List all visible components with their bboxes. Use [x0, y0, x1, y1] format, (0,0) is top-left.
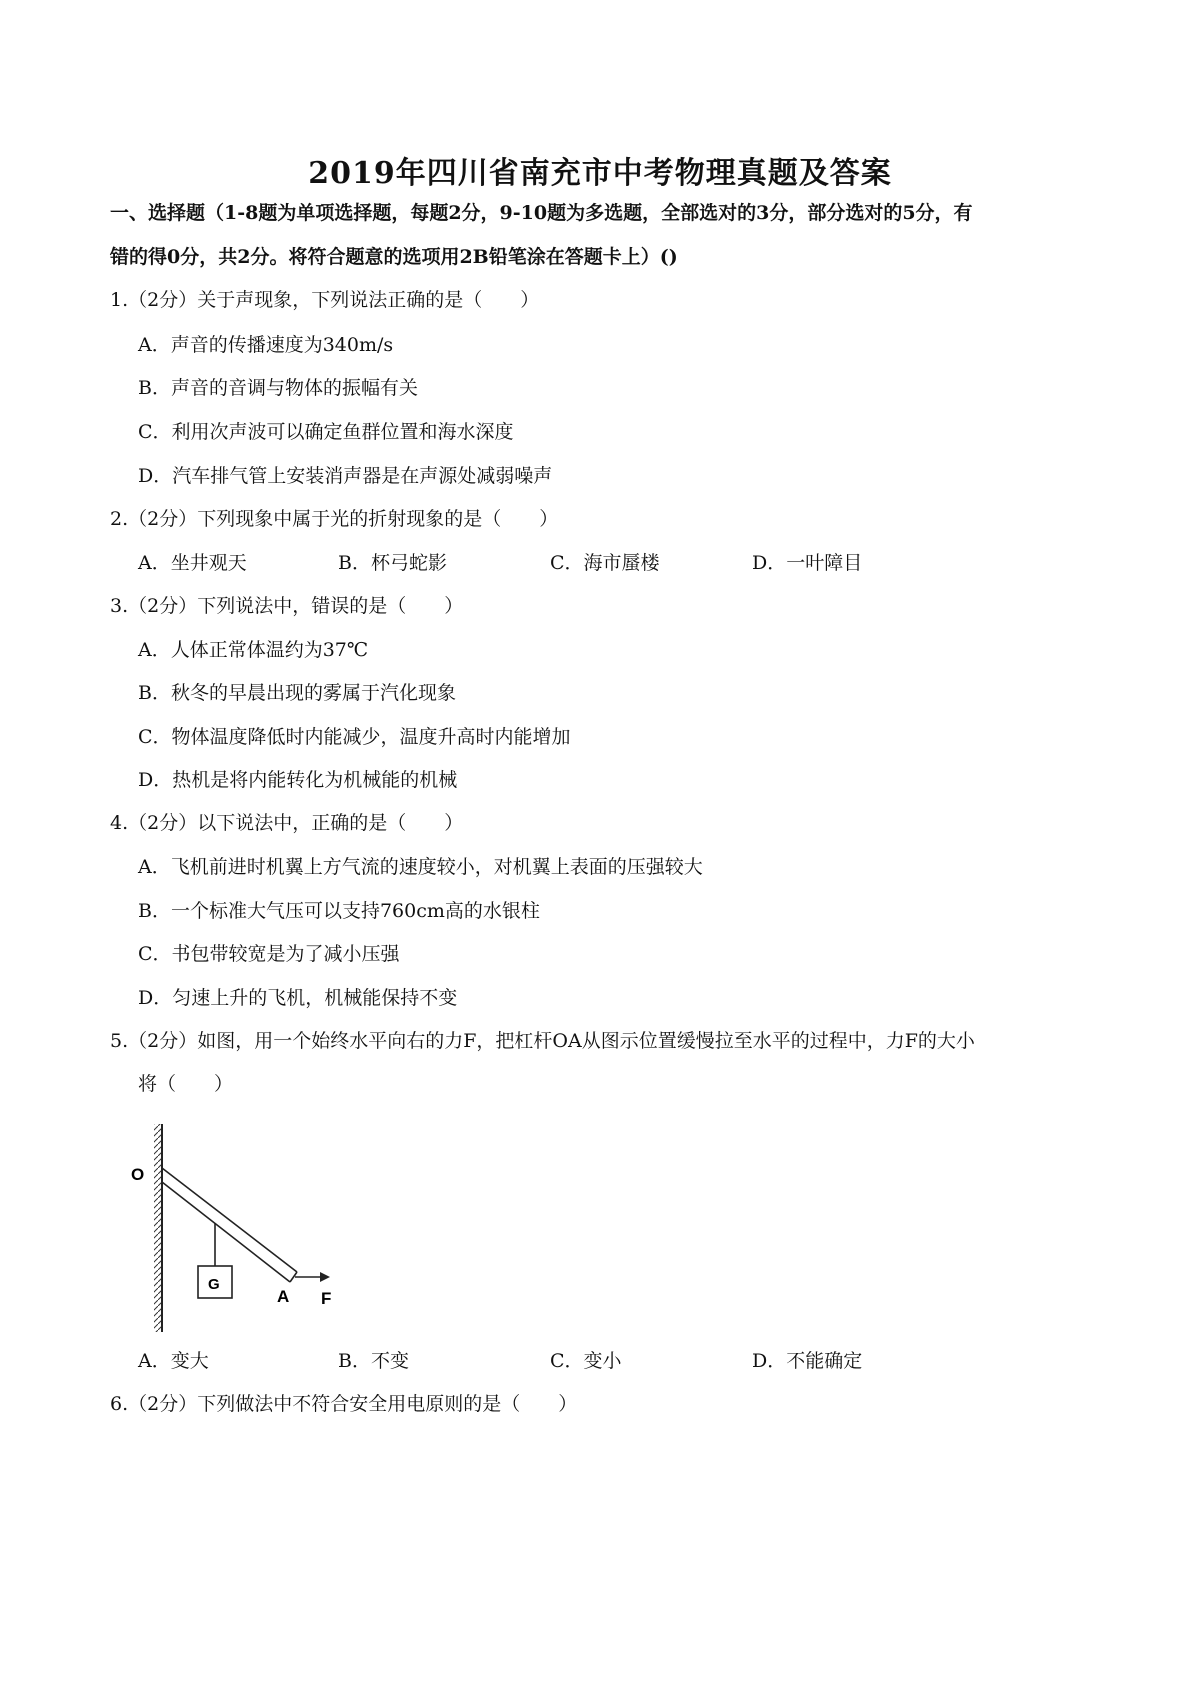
question-3-option-c: C．物体温度降低时内能减少，温度升高时内能增加 — [138, 726, 571, 748]
question-2-option-b: B．杯弓蛇影 — [338, 552, 447, 574]
label-o: O — [131, 1165, 145, 1184]
question-5-option-b: B．不变 — [338, 1350, 409, 1372]
question-5-option-d: D．不能确定 — [752, 1350, 863, 1372]
section-heading-line-1: 一、选择题（1-8题为单项选择题，每题2分，9-10题为多选题，全部选对的3分，部分选对的5分，有 — [110, 202, 973, 224]
wall-hatching — [154, 1124, 162, 1332]
question-1-option-a: A．声音的传播速度为340m/s — [138, 334, 394, 356]
question-4-option-b: B．一个标准大气压可以支持760cm高的水银柱 — [138, 900, 540, 922]
label-f: F — [321, 1289, 332, 1308]
question-5-option-a: A．变大 — [138, 1350, 209, 1372]
label-a: A — [277, 1287, 290, 1306]
question-3-stem: 3.（2分）下列说法中，错误的是（ ） — [110, 595, 464, 617]
question-5-stem-continued: 将（ ） — [138, 1073, 234, 1095]
label-g: G — [208, 1276, 220, 1293]
question-6-stem: 6.（2分）下列做法中不符合安全用电原则的是（ ） — [110, 1393, 578, 1415]
question-3-option-b: B．秋冬的早晨出现的雾属于汽化现象 — [138, 682, 456, 704]
question-5-stem: 5.（2分）如图，用一个始终水平向右的力F，把杠杆OA从图示位置缓慢拉至水平的过程中，力F的大小 — [110, 1030, 975, 1052]
question-3-option-d: D．热机是将内能转化为机械能的机械 — [138, 769, 458, 791]
force-arrow-head — [320, 1272, 330, 1282]
question-5-option-c: C．变小 — [550, 1350, 622, 1372]
question-1-option-b: B．声音的音调与物体的振幅有关 — [138, 377, 418, 399]
section-heading-line-2: 错的得0分，共2分。将符合题意的选项用2B铅笔涂在答题卡上）() — [110, 246, 678, 268]
question-4-stem: 4.（2分）以下说法中，正确的是（ ） — [110, 812, 464, 834]
question-2-option-a: A．坐井观天 — [138, 552, 247, 574]
question-4-option-c: C．书包带较宽是为了减小压强 — [138, 943, 400, 965]
question-1-option-c: C．利用次声波可以确定鱼群位置和海水深度 — [138, 421, 514, 443]
question-1-stem: 1.（2分）关于声现象，下列说法正确的是（ ） — [110, 289, 540, 311]
question-4-option-d: D．匀速上升的飞机，机械能保持不变 — [138, 987, 458, 1009]
question-3-option-a: A．人体正常体温约为37℃ — [138, 639, 369, 661]
question-1-option-d: D．汽车排气管上安装消声器是在声源处减弱噪声 — [138, 465, 553, 487]
question-2-stem: 2.（2分）下列现象中属于光的折射现象的是（ ） — [110, 508, 559, 530]
question-2-option-d: D．一叶障目 — [752, 552, 863, 574]
question-2-option-c: C．海市蜃楼 — [550, 552, 660, 574]
page-title: 2019年四川省南充市中考物理真题及答案 — [308, 156, 892, 191]
lever-beam-upper-edge — [162, 1168, 297, 1272]
question-4-option-a: A．飞机前进时机翼上方气流的速度较小，对机翼上表面的压强较大 — [138, 856, 703, 878]
lever-figure — [131, 1120, 380, 1340]
